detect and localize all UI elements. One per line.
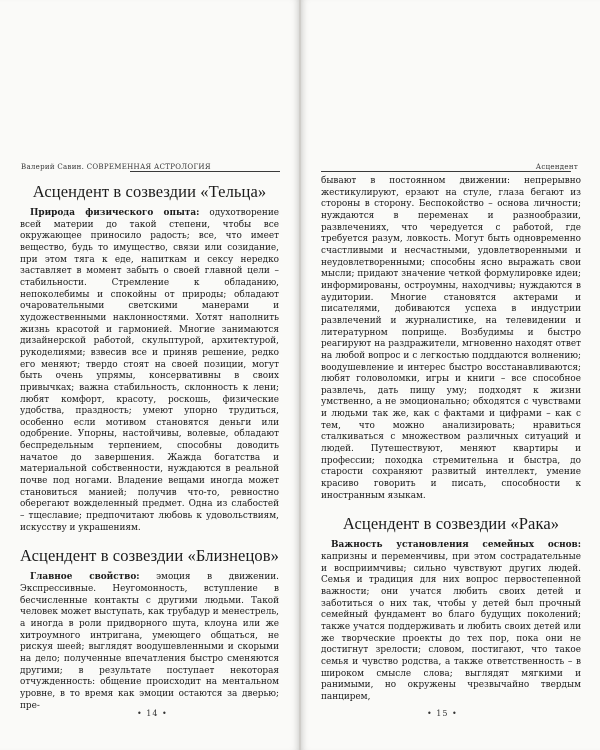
paragraph-taurus: [20, 208, 279, 534]
section-title-gemini: Асцендент в созвездии «Близнецов»: [20, 546, 279, 566]
paragraph-lead-taurus: Природа физического опыта:: [30, 208, 200, 218]
running-head-left: Валерий Савин. СОВРЕМЕННАЯ АСТРОЛОГИЯ: [21, 163, 211, 171]
page-number-right: • 15 •: [427, 709, 458, 718]
paragraph-text-gemini: эмоция в движении. Экспрессивные. Неугомонность, вступление в бесчисленные контакты с другими людьми. Такой человек может выступать, как трубадур и менестрель, а иногда в роли придворного шута, клоуна или же хитроумного интригана, умеющего общаться, не рискуя шеей; выглядят воодушевленными и скорыми на дело; полученные впечатления быстро сменяются другими; в результате поступает некоторая отчужденность: общение происходит на ментальном уровне, в то время как эмоции остаются за дверью; пре-: [20, 572, 279, 711]
paragraph-text-cancer: капризны и переменчивы, при этом сострадательные и восприимчивы; сильно чувствуют других людей. Семья и традиция для них вопрос первостепенной важности; они учатся любить своих детей и заботиться о них так, чтобы у детей был прочный семейный фундамент во благо будущих поколений; также учатся поддерживать и любить своих детей или же творческие проекты до тех пор, пока они не достигнут зрелости; словом, постигают, что такое семья и чувство родства, а также ответственность – в широком смысле слова; выглядят мягкими и ранимыми, но окружены чрезвычайно твердым панцирем,: [321, 552, 581, 702]
section-title-taurus: Асцендент в созвездии «Тельца»: [32, 182, 267, 201]
paragraph-lead-gemini: Главное свойство:: [30, 572, 140, 583]
header-rule-left: [130, 171, 280, 172]
running-head-right: Асцендент: [535, 163, 578, 171]
paragraph-gemini: [20, 572, 279, 712]
left-page-content: [20, 176, 279, 712]
left-page: [0, 0, 299, 750]
paragraph-text-taurus: одухотворение всей материи до такой степени, чтобы все окружающее приносило радость; все, что имеет вещество, будь то имущество, связи или созидание, при этом тяга к еде, напиткам и сексу нередко заставляет в момент забыть о своей главной цели – стабильности. Стремление к обладанию, непоколебимы и спокойны от природы; обладают очаровательными светскими манерами и художественными наклонностями. Хотят наполнить жизнь красотой и гармонией. Многие занимаются дизайнерской работой, скульптурой, архитектурой, рукоделиями; взвесив все и приняв решение, редко его меняют; твердо стоят на своей позиции, могут быть очень упрямы, консервативны в своих привычках; важна стабильность, склонность к лени; любят комфорт, красоту, роскошь, физические удобства, праздность; умеют упорно трудиться, особенно если мотивом становятся деньги или одобрение. Упорны, настойчивы, волевые, обладают беспредельным терпением, способны доводить начатое до завершения. Жажда богатства и материальной собственности, нуждаются в реальной почве под ногами. Владение вещами иногда может становиться манией; получив что-то, ревностно оберегают вожделенный предмет. Одна из слабостей – тщеславие; предпочитают любовь к удовольствиям, искусству и украшениям.: [20, 208, 280, 533]
paragraph-cancer: [321, 540, 581, 703]
header-rule-right: [321, 171, 571, 172]
page-number-left: • 14 •: [137, 709, 168, 718]
section-title-cancer: Асцендент в созвездии «Рака»: [342, 514, 560, 534]
paragraph-lead-cancer: Важность установления семейных основ:: [331, 540, 581, 551]
right-page-content: [321, 176, 581, 704]
paragraph-gemini-continued: бывают в постоянном движении: непрерывно жестикулируют, ерзают на стуле, глаза бегают из стороны в сторону. Беспокойство – основа личности; нуждаются в переменах и разнообразии, развлечениях, что чередуется с работой, где требуется разум, ловкость. Могут быть одновременно счастливыми и несчастными, удовлетворенными и неудовлетворенными; способны ясно выражать свои мысли; придают значение четкой формулировке идеи; информированы, остроумны, находчивы; нуждаются в аудитории. Многие становятся актерами и писателями, добиваются успеха в индустрии развлечений и журналистике, на телевидении и литературном поприще. Возбудимы и быстро реагируют на раздражители, мгновенно находят ответ на любой вопрос и с легкостью подддаются волнению; воодушевление и интерес быстро восстанавливаются; любят головоломки, игры и книги – все способное развлечь, дать пищу уму; подходят к жизни умственно, а не эмоционально; обходятся с чувствами и людьми так же, как с фактами и цифрами – как с тем, что можно анализировать; нравиться сталкиваться с множеством различных ситуаций и людей. Путешествуют, меняют квартиры и профессии; походка стремительна и быстра, до старости сохраняют развитый интеллект, умение красиво говорить и писать, способности к иностранным языкам.: [321, 176, 581, 501]
right-page: [301, 0, 600, 750]
